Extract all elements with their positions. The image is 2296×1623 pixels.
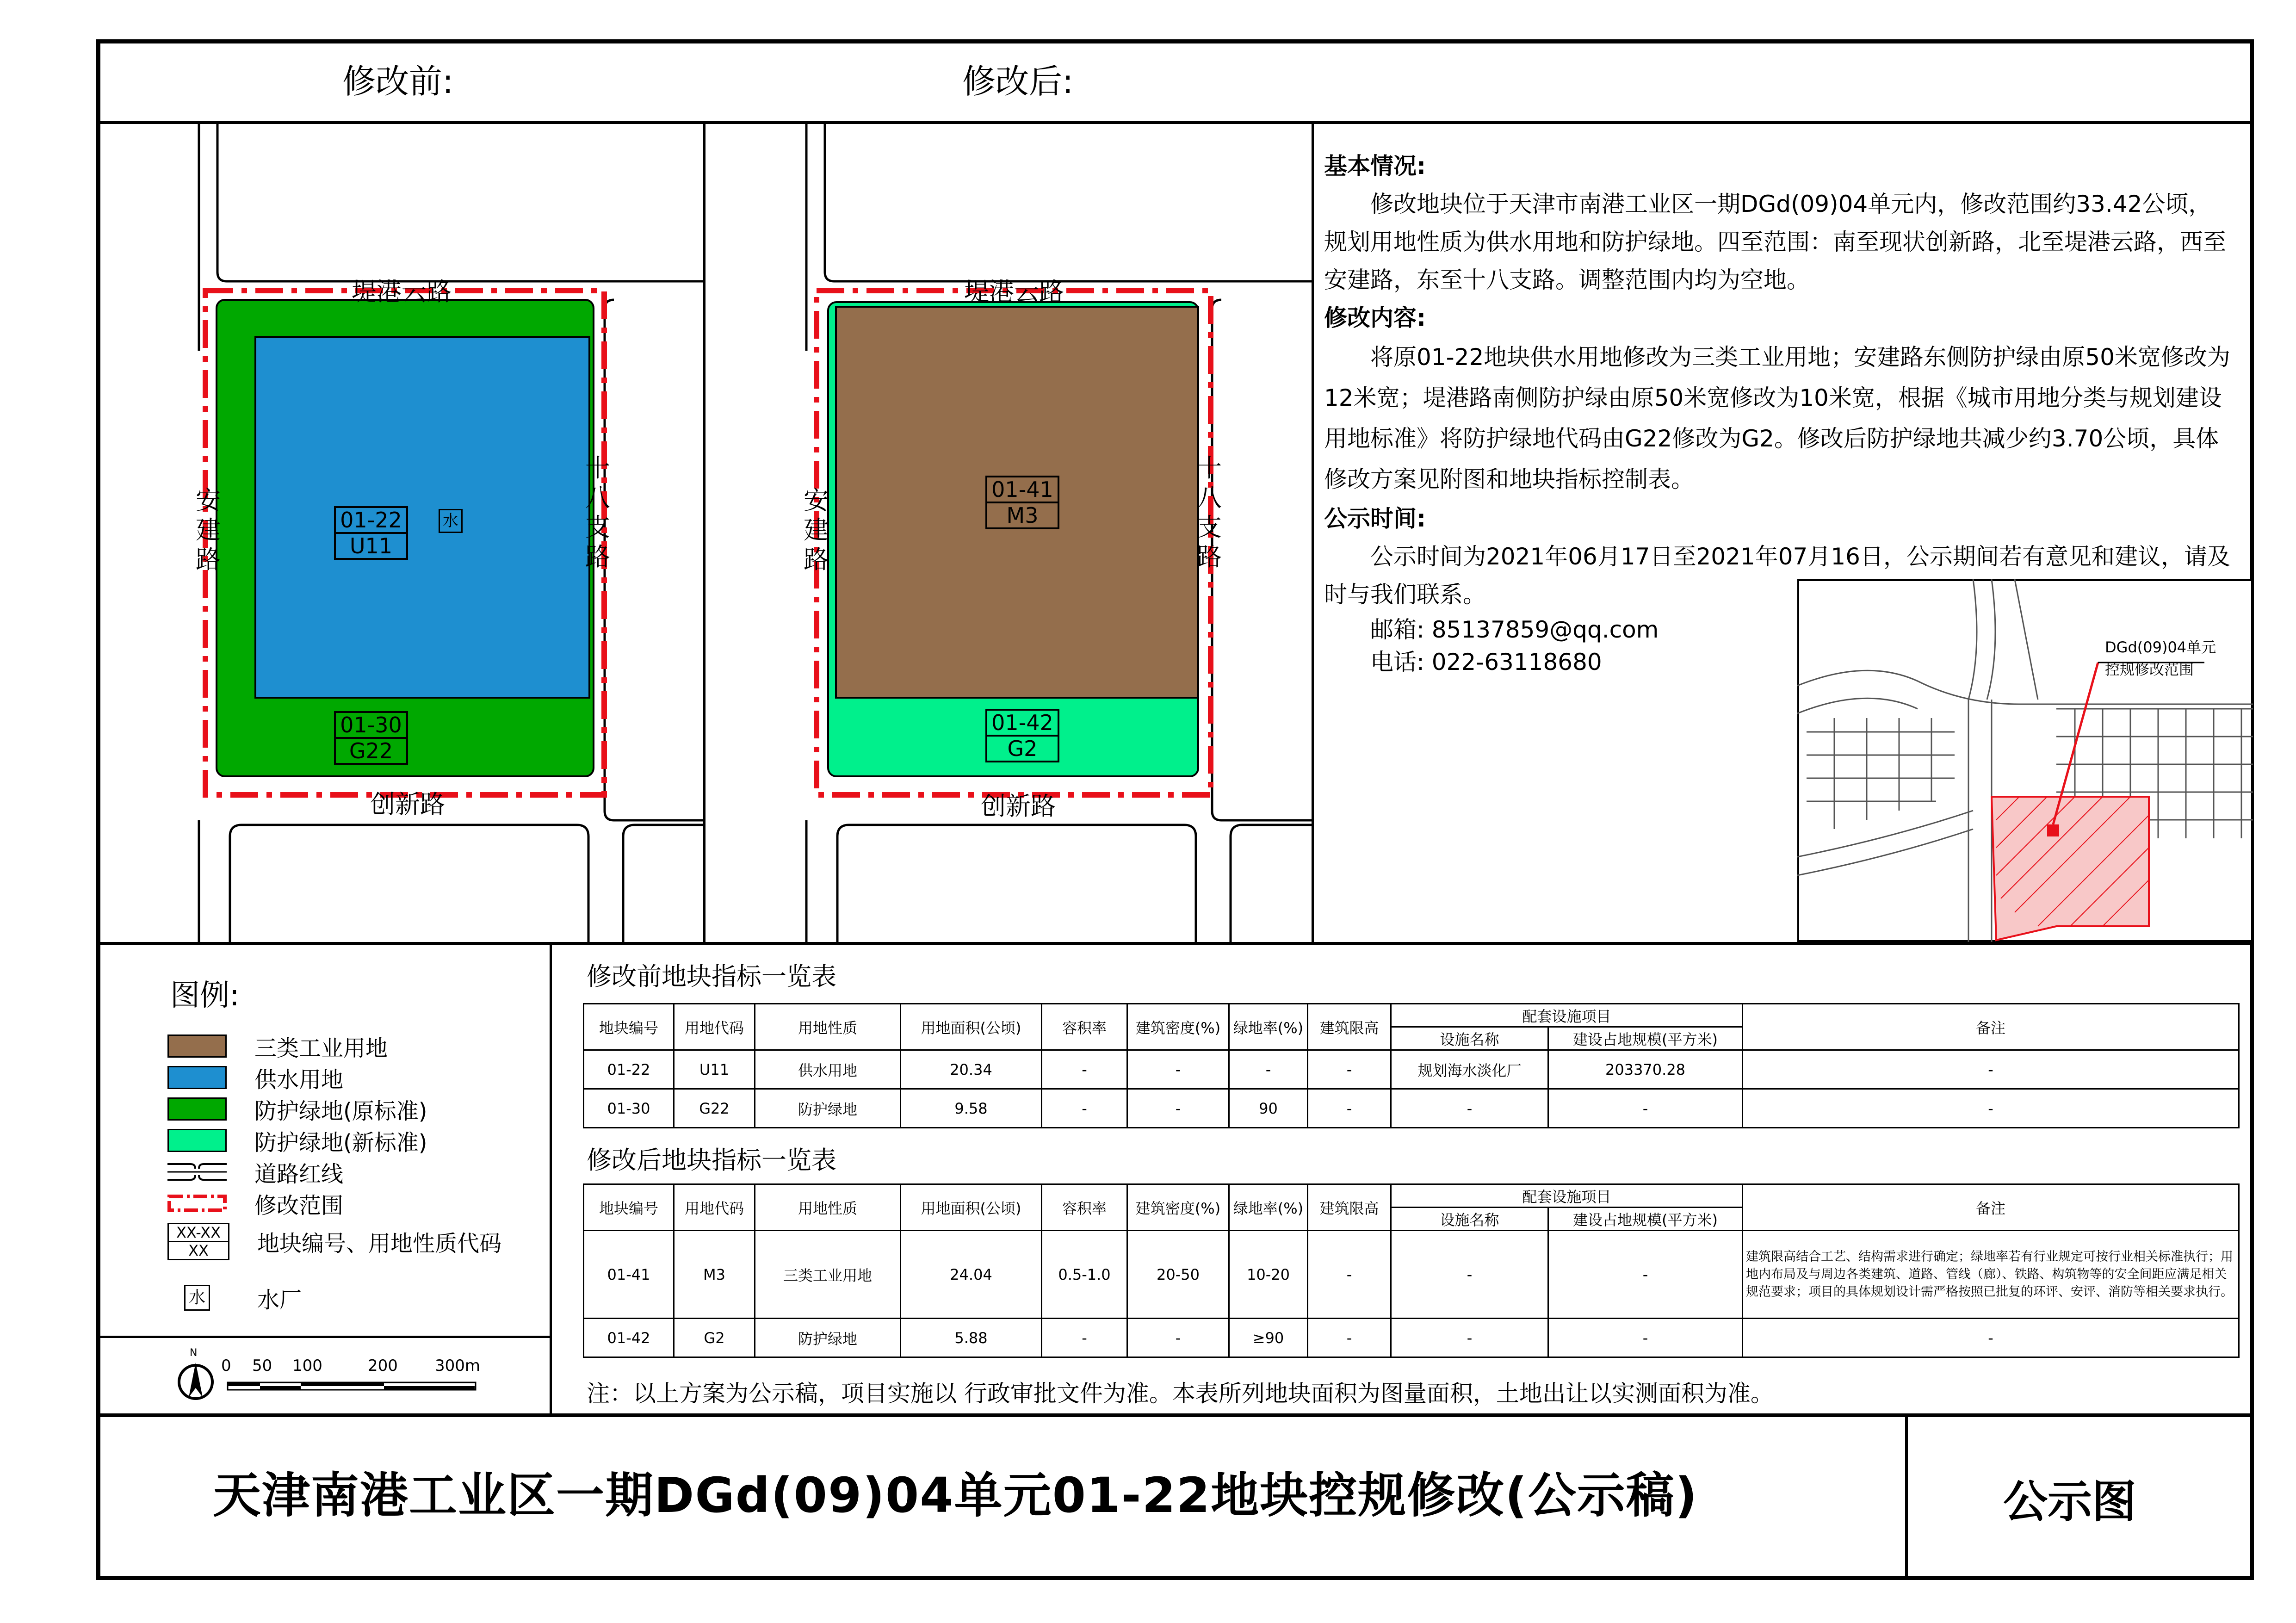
scale-segment <box>301 1382 384 1386</box>
swatch-plotcode: XX-XX XX <box>167 1223 229 1260</box>
water-plant-icon: 水 <box>439 509 463 533</box>
scale-segment <box>228 1382 260 1386</box>
road-edge <box>825 124 1312 281</box>
plot-label-01-42: 01-42 G2 <box>985 709 1059 762</box>
table-before-title: 修改前地块指标一览表 <box>587 962 836 991</box>
swatch-industrial <box>167 1035 227 1058</box>
content-text: 将原01-22地块供水用地修改为三类工业用地；安建路东侧防护绿由原50米宽修改为12米宽；堤港路南侧防护绿由原50米宽修改为10米宽，根据《城市用地分类与规划建设用地标准》将防护绿地代码由G22修改为G2。修改后防护绿地共减少约3.70公顷，具体修改方案见附图和地块指标控制表。 <box>1324 344 2230 493</box>
road-label-north-after: 堤港云路 <box>964 277 1064 306</box>
legend-scale-divider <box>96 1336 551 1338</box>
basic-title: 基本情况: <box>1324 153 1426 180</box>
table-header-row: 设施名称 建设占地规模(平方米) <box>584 1027 2239 1050</box>
legend-divider <box>550 943 552 1415</box>
scale-label-100: 100 <box>292 1357 322 1375</box>
road-edge <box>1231 825 1312 942</box>
time-title: 公示时间: <box>1324 505 1426 532</box>
plot-label-01-30: 01-30 G22 <box>334 711 408 765</box>
content-title: 修改内容: <box>1324 304 1426 331</box>
road-label-east-after: 十 八 支 路 <box>1197 453 1222 571</box>
legend-item-green-new: 防护绿地(新标准) <box>167 1124 427 1157</box>
header-after: 修改后: <box>962 62 1074 101</box>
phone: 电话: 022-63118680 <box>1370 649 1602 675</box>
scale-label-200: 200 <box>368 1357 398 1375</box>
time-text: 公示时间为2021年06月17日至2021年07月16日，公示期间若有意见和建议，请及时与我们联系。 <box>1324 543 2230 608</box>
road-edge <box>1212 300 1312 820</box>
legend-item-plant: 水 水厂 <box>167 1282 302 1314</box>
road-label-west-before: 安 建 路 <box>196 486 221 574</box>
road-edge <box>623 825 703 942</box>
swatch-plant: 水 <box>184 1285 210 1311</box>
water-plot <box>255 337 589 698</box>
north-label: N <box>190 1347 198 1359</box>
email: 邮箱: 85137859@qq.com <box>1370 616 1659 643</box>
scale-segment <box>260 1386 301 1390</box>
project-site-marker <box>2047 824 2059 836</box>
legend-item-boundary: 修改范围 <box>167 1187 343 1220</box>
table-after <box>583 1183 2240 1358</box>
header-before: 修改前: <box>342 62 454 101</box>
road-edge <box>837 825 1196 942</box>
scale-label-50: 50 <box>252 1357 272 1375</box>
location-label-2: 控规修改范围 <box>2105 661 2194 678</box>
legend-item-water: 供水用地 <box>167 1061 343 1094</box>
north-arrow-icon <box>175 1353 217 1404</box>
title-side-divider <box>1905 1416 1908 1580</box>
road-label-east-before: 十 八 支 路 <box>585 453 610 571</box>
road-edge <box>605 300 703 820</box>
road-edge <box>217 124 703 281</box>
swatch-water <box>167 1066 227 1089</box>
map-divider-2 <box>1312 121 1314 943</box>
road-label-west-after: 安 建 路 <box>804 486 829 574</box>
table-after-title: 修改后地块指标一览表 <box>587 1146 836 1175</box>
legend-item-plotcode: XX-XX XX 地块编号、用地性质代码 <box>167 1221 501 1261</box>
table-row: 01-30 G22 防护绿地 9.58 - - 90 - - - - <box>584 1089 2239 1128</box>
location-map <box>1797 579 2253 942</box>
legend-item-green-old: 防护绿地(原标准) <box>167 1093 427 1125</box>
road-label-south-before: 创新路 <box>370 790 445 819</box>
drawing-type: 公示图 <box>2003 1476 2136 1528</box>
plot-label-01-41: 01-41 M3 <box>985 476 1059 529</box>
swatch-green-new <box>167 1129 227 1152</box>
table-header-row: 设施名称 建设占地规模(平方米) <box>584 1208 2239 1231</box>
table-row: 01-41 M3 三类工业用地 24.04 0.5-1.0 20-50 10-20 - - - 建筑限高结合工艺、结构需求进行确定；绿地率若有行业规定可按行业相关标准执行；用地内布局及与周边各类建筑、道路、管线（廊）、铁路、构筑物等的安全间距应满足相关规范要求；项目的具体规划设计需严格按照已批复的环评、安评、消防等相关要求执行。 <box>584 1231 2239 1319</box>
swatch-boundary <box>167 1192 227 1215</box>
legend-item-industrial: 三类工业用地 <box>167 1030 388 1062</box>
road-label-north-before: 堤港云路 <box>352 277 452 306</box>
scale-label-0: 0 <box>221 1357 231 1375</box>
table-note: 注：以上方案为公示稿，项目实施以 行政审批文件为准。本表所列地块面积为图量面积，土地出让以实测面积为准。 <box>587 1380 1774 1407</box>
table-before <box>583 1003 2240 1128</box>
table-header-row: 地块编号 用地代码 用地性质 用地面积(公顷) 容积率 建筑密度(%) 绿地率(%) 建筑限高 配套设施项目 备注 <box>584 1184 2239 1208</box>
road-edge <box>230 825 588 942</box>
table-row: 01-42 G2 防护绿地 5.88 - - ≥90 - - - - <box>584 1319 2239 1357</box>
title-divider <box>96 1413 2254 1417</box>
basic-text: 修改地块位于天津市南港工业区一期DGd(09)04单元内，修改范围约33.42公顷，规划用地性质为供水用地和防护绿地。四至范围：南至现状创新路，北至堤港云路，西至安建路，东至十八支路。调整范围内均为空地。 <box>1324 191 2226 293</box>
drawing-title: 天津南港工业区一期DGd(09)04单元01-22地块控规修改(公示稿) <box>213 1467 1698 1524</box>
swatch-green-old <box>167 1097 227 1121</box>
plot-label-01-22: 01-22 U11 <box>334 506 408 560</box>
location-label-1: DGd(09)04单元 <box>2105 638 2216 656</box>
legend-title: 图例: <box>170 979 240 1013</box>
swatch-road <box>167 1160 227 1183</box>
table-row: 01-22 U11 供水用地 20.34 - - - - 规划海水淡化厂 203370.28 - <box>584 1050 2239 1089</box>
scale-bar <box>227 1381 477 1392</box>
scale-label-300: 300m <box>435 1357 481 1375</box>
project-area-hatch <box>1992 797 2149 940</box>
legend-item-road: 道路红线 <box>167 1156 343 1188</box>
table-header-row: 地块编号 用地代码 用地性质 用地面积(公顷) 容积率 建筑密度(%) 绿地率(%) 建筑限高 配套设施项目 备注 <box>584 1004 2239 1027</box>
road-label-south-after: 创新路 <box>981 792 1056 821</box>
map-bottom-divider <box>96 942 2254 945</box>
scale-segment <box>384 1386 475 1390</box>
boundary-swatch-line <box>169 1196 225 1210</box>
